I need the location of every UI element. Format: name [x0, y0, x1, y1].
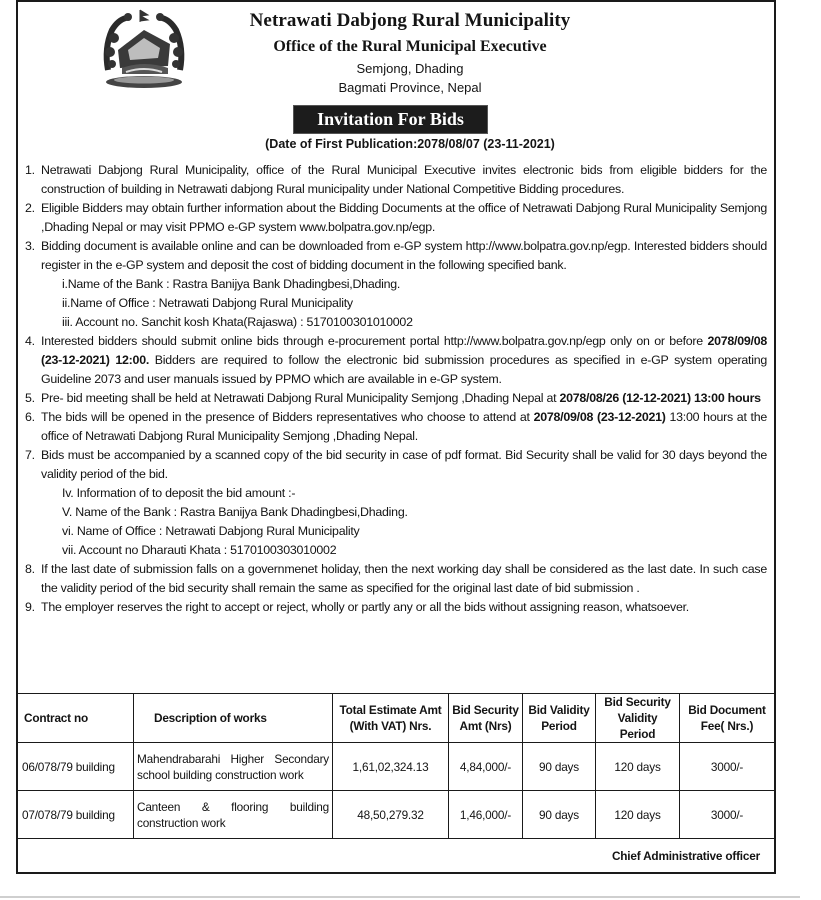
contracts-table — [17, 693, 775, 873]
deposit-bank-line: V. Name of the Bank : Rastra Banijya Bank Dhadingbesi,Dhading. — [62, 505, 408, 519]
contract-no: 07/078/79 building — [18, 791, 134, 839]
municipality-name: Netrawati Dabjong Rural Municipality — [249, 10, 571, 31]
contract-no: 06/078/79 building — [18, 743, 134, 791]
deposit-office-line: vi. Name of Office : Netrawati Dabjong Rural Municipality — [62, 524, 360, 538]
office-name-line: ii.Name of Office : Netrawati Dabjong Rural Municipality — [62, 296, 353, 310]
document-fee: 3000/- — [680, 743, 775, 791]
bid-security-amount: 4,84,000/- — [449, 743, 523, 791]
bid-security-amount: 1,46,000/- — [449, 791, 523, 839]
bid-validity-period: 90 days — [523, 791, 596, 839]
prebid-meeting-date: 2078/08/26 (12-12-2021) 13:00 hours — [559, 391, 761, 405]
clause-7: 7. Bids must be accompanied by a scanned copy of the bid security in case of pdf format. Bid Security shall be valid for 30 days beyond the validity period of the bid. — [25, 448, 767, 481]
bid-opening-date: 2078/09/08 (23-12-2021) — [533, 410, 666, 424]
clause-6: 6. The bids will be opened in the presence of Bidders representatives who choose to attend at 2078/09/08 (23-12-2021) 13:00 hours at the office of Netrawati Dabjong Rural Municipality Semjong ,Dhading Nepal. — [25, 410, 768, 443]
column-header: Bid Security Amt (Nrs) — [449, 694, 523, 743]
column-header: Bid Document Fee( Nrs.) — [680, 694, 775, 743]
submission-deadline: 2078/09/08 (23-12-2021) 12:00. — [41, 334, 767, 367]
table-row — [18, 791, 775, 839]
signature-row — [18, 839, 775, 874]
address-line-2: Bagmati Province, Nepal — [338, 80, 482, 95]
bank-name-line: i.Name of the Bank : Rastra Banijya Bank Dhadingbesi,Dhading. — [62, 277, 401, 291]
security-validity-period: 120 days — [596, 743, 680, 791]
office-name: Office of the Rural Municipal Executive — [273, 38, 547, 55]
column-header: Total Estimate Amt (With VAT) Nrs. — [333, 694, 449, 743]
clause-9: 9. The employer reserves the right to accept or reject, wholly or partly any or all the bids without assigning reason, whatsoever. — [25, 600, 690, 614]
clause-5: 5. Pre- bid meeting shall be held at Netrawati Dabjong Rural Municipality Semjong ,Dhading Nepal at 2078/08/26 (12-12-2021) 13:00 hours — [25, 391, 761, 405]
security-validity-period: 120 days — [596, 791, 680, 839]
clause-1: 1. Netrawati Dabjong Rural Municipality, office of the Rural Municipal Executive invites electronic bids from eligible bidders for the construction of building in Netrawati dabjong Rural municipality under National Competitive Bidding procedures. — [25, 163, 767, 196]
column-header: Description of works — [134, 694, 333, 743]
work-description: Mahendrabarahi Higher Secondary school building construction work — [134, 743, 333, 791]
clause-4: 4. Interested bidders should submit online bids through e-procurement portal http://www.bolpatra.gov.np/egp only on or before 2078/09/08 (23-12-2021) 12:00. Bidders are required to follow the electronic bid submission procedures as specified in e-GP system operating Guideline 2073 and user manuals issued by PPMO which are available in e-GP system. — [25, 334, 767, 386]
nepal-emblem-icon — [98, 8, 190, 90]
document-fee: 3000/- — [680, 791, 775, 839]
total-estimate: 48,50,279.32 — [333, 791, 449, 839]
revenue-account-line: iii. Account no. Sanchit kosh Khata(Rajaswa) : 5170100301010002 — [62, 315, 413, 329]
column-header: Bid Security Validity Period — [596, 694, 680, 743]
clause-8: 8. If the last date of submission falls on a governmenet holiday, then the next working day shall be considered as the last date. In such case the validity period of the bid security shall remain the same as specified for the original last date of bid submission . — [25, 562, 767, 595]
notice-title-banner: Invitation For Bids — [293, 105, 488, 134]
table-row — [18, 743, 775, 791]
signatory-title: Chief Administrative officer — [18, 839, 775, 874]
page-divider — [0, 896, 800, 898]
publication-date: (Date of First Publication:2078/08/07 (23-11-2021) — [265, 137, 555, 151]
total-estimate: 1,61,02,324.13 — [333, 743, 449, 791]
clause-3: 3. Bidding document is available online and can be downloaded from e-GP system http://www.bolpatra.gov.np/egp. Interested bidders should register in the e-GP system and deposit the cost of bidding document in the following specified bank. — [25, 239, 767, 272]
column-header: Contract no — [18, 694, 134, 743]
address-line-1: Semjong, Dhading — [356, 61, 464, 76]
bid-validity-period: 90 days — [523, 743, 596, 791]
clause-2: 2. Eligible Bidders may obtain further information about the Bidding Documents at the office of Netrawati Dabjong Rural Municipality Semjong ,Dhading Nepal or may visit PPMO e-GP system www.bolpatra.gov.np/egp. — [25, 201, 767, 234]
work-description: Canteen & flooring building construction work — [134, 791, 333, 839]
column-header: Bid Validity Period — [523, 694, 596, 743]
deposit-info-line: Iv. Information of to deposit the bid amount :- — [62, 486, 296, 500]
deposit-account-line: vii. Account no Dharauti Khata : 5170100303010002 — [62, 543, 337, 557]
notice-body — [25, 161, 767, 617]
table-header-row — [18, 694, 775, 743]
